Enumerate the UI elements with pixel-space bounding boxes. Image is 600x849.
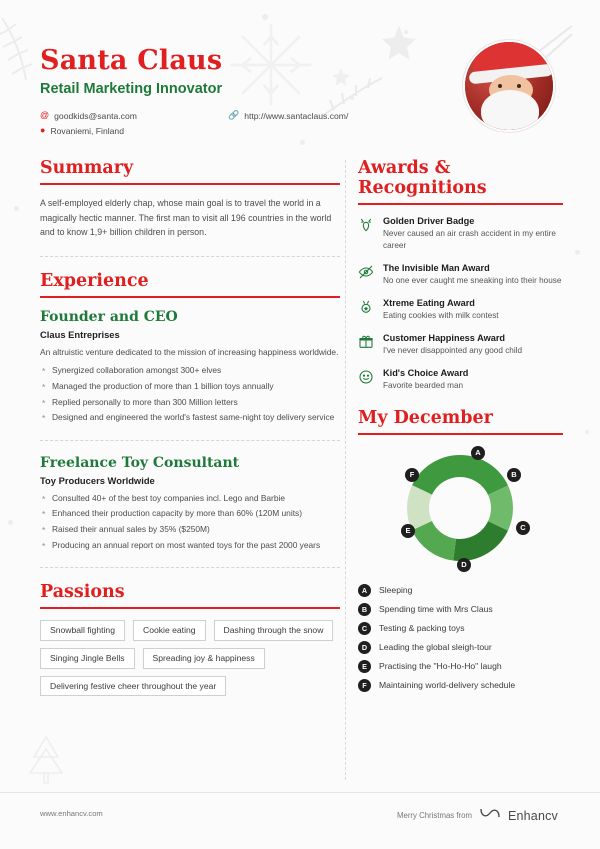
job-bullets (40, 492, 340, 551)
december-legend (358, 584, 563, 692)
decor-snow-2 (404, 30, 408, 34)
decor-snow-5 (575, 250, 580, 255)
decor-snow-1 (262, 14, 268, 20)
passions-heading: Passions (40, 582, 125, 603)
list-item: * Managed the production of more than 1 billion toys annually (40, 380, 340, 393)
job-company: Claus Entreprises (40, 328, 120, 340)
medal-icon (358, 299, 374, 315)
experience-heading: Experience (40, 270, 149, 291)
section-summary (40, 158, 340, 240)
awards-heading (358, 158, 563, 198)
awards-rule (358, 203, 563, 205)
legend-item (358, 660, 563, 673)
contact-location (40, 126, 124, 136)
list-item: * Synergized collaboration amongst 300+ elves (40, 364, 340, 377)
section-passions (40, 582, 340, 696)
award-description: No one ever caught me sneaking into their house (383, 276, 562, 286)
award-description: Eating cookies with milk contest (383, 310, 499, 320)
experience-item-2 (40, 455, 340, 551)
legend-item (358, 603, 563, 616)
contact-website-text: http://www.santaclaus.com/ (244, 110, 349, 121)
experience-item-1 (40, 309, 340, 424)
contact-location-text: Rovaniemi, Finland (50, 125, 124, 136)
award-title: Golden Driver Badge (383, 216, 475, 227)
award-item (358, 298, 563, 322)
december-heading: My December (358, 407, 493, 428)
donut-label-f: F (405, 468, 419, 482)
award-title: Xtreme Eating Award (383, 297, 475, 308)
award-item (358, 368, 563, 392)
legend-label: Testing & packing toys (379, 623, 465, 634)
list-item: * Consulted 40+ of the best toy companies incl. Lego and Barbie (40, 492, 340, 505)
donut-label-d: D (457, 558, 471, 572)
passion-tag[interactable]: Snowball fighting (40, 620, 125, 641)
legend-label: Maintaining world-delivery schedule (379, 680, 516, 691)
job-title: Founder and CEO (40, 308, 178, 325)
legend-label: Leading the global sleigh-tour (379, 642, 492, 653)
donut-svg (358, 446, 563, 576)
avatar (463, 40, 555, 132)
decor-snow-7 (585, 430, 589, 434)
page-title: Santa Claus (40, 45, 223, 76)
column-divider (345, 160, 347, 780)
legend-key: D (358, 641, 371, 654)
legend-item (358, 622, 563, 635)
contact-website[interactable] (228, 111, 348, 121)
donut-label-c: C (516, 521, 530, 535)
award-description: Favorite bearded man (383, 380, 464, 390)
job-bullets (40, 364, 340, 423)
decor-snow-8 (8, 520, 13, 525)
eye-off-icon (358, 264, 374, 280)
footer-brand: Enhancv (507, 808, 558, 823)
enhancv-logo-icon (479, 806, 501, 825)
footer-url[interactable]: www.enhancv.com (40, 809, 103, 818)
gift-icon (358, 334, 374, 350)
smiley-icon (358, 369, 374, 385)
award-description: Never caused an air crash accident in my entire career (383, 229, 556, 251)
contact-details (40, 111, 440, 143)
job-role-subtitle: Retail Marketing Innovator (40, 80, 223, 97)
legend-label: Practising the "Ho-Ho-Ho" laugh (379, 661, 502, 672)
awards-heading-line2: Recognitions (358, 178, 487, 199)
list-item: * Raised their annual sales by 35% ($250M) (40, 523, 340, 536)
passions-rule (40, 607, 340, 609)
job-title: Freelance Toy Consultant (40, 454, 240, 471)
award-title: Kid's Choice Award (383, 367, 469, 378)
legend-item (358, 584, 563, 597)
footer-branding (397, 806, 558, 825)
award-title: The Invisible Man Award (383, 263, 490, 274)
list-item: * Enhanced their production capacity by more than 60% (120M units) (40, 507, 340, 520)
legend-label: Spending time with Mrs Claus (379, 604, 493, 615)
legend-item (358, 679, 563, 692)
passion-tag[interactable]: Cookie eating (133, 620, 206, 641)
left-column (40, 158, 340, 696)
award-item (358, 263, 563, 287)
footer-message: Merry Christmas from (397, 811, 472, 820)
award-title: Customer Happiness Award (383, 332, 506, 343)
list-item: * Designed and engineered the world's fastest same-night toy delivery service (40, 411, 340, 424)
experience-rule (40, 296, 340, 298)
separator-3 (40, 567, 340, 568)
at-icon: @ (40, 110, 50, 121)
decor-christmas-tree (26, 735, 66, 793)
passion-tag-list (40, 620, 340, 696)
page-footer (0, 792, 600, 849)
summary-rule (40, 183, 340, 185)
award-description: I've never disappointed any good child (383, 345, 523, 355)
summary-heading: Summary (40, 158, 134, 178)
section-experience (40, 271, 340, 552)
award-item (358, 216, 563, 252)
passion-tag[interactable]: Delivering festive cheer throughout the year (40, 676, 226, 697)
reindeer-icon (358, 217, 374, 233)
legend-key: A (358, 584, 371, 597)
donut-label-b: B (507, 468, 521, 482)
legend-key: B (358, 603, 371, 616)
legend-key: F (358, 679, 371, 692)
right-column (358, 158, 563, 698)
passion-tag[interactable]: Dashing through the snow (214, 620, 334, 641)
decor-snow-4 (14, 206, 19, 211)
resume-header (40, 46, 440, 143)
separator-1 (40, 256, 340, 257)
job-company: Toy Producers Worldwide (40, 474, 155, 486)
passion-tag[interactable]: Singing Jingle Bells (40, 648, 135, 669)
section-awards (358, 158, 563, 392)
awards-heading-line1: Awards & (358, 158, 451, 178)
passion-tag[interactable]: Spreading joy & happiness (143, 648, 265, 669)
donut-label-e: E (401, 524, 415, 538)
donut-label-a: A (471, 446, 485, 460)
link-icon: 🔗 (228, 110, 240, 121)
contact-email[interactable] (40, 111, 137, 121)
list-item: * Producing an annual report on most wanted toys for the past 2000 years (40, 539, 340, 552)
summary-text: A self-employed elderly chap, whose main goal is to travel the world in a magically hectic manner. The first man to visit all 196 countries in the world and to know 1,9+ billion children in person. (40, 198, 332, 238)
legend-key: E (358, 660, 371, 673)
section-my-december (358, 408, 563, 692)
contact-email-text: goodkids@santa.com (54, 110, 137, 121)
legend-item (358, 641, 563, 654)
legend-label: Sleeping (379, 585, 413, 596)
map-pin-icon: ● (40, 125, 46, 136)
job-description: An altruistic venture dedicated to the mission of increasing happiness worldwide. (40, 346, 339, 357)
december-rule (358, 433, 563, 435)
legend-key: C (358, 622, 371, 635)
december-donut-chart (358, 446, 563, 576)
list-item: * Replied personally to more than 300 Million letters (40, 396, 340, 409)
award-item (358, 333, 563, 357)
separator-2 (40, 440, 340, 441)
